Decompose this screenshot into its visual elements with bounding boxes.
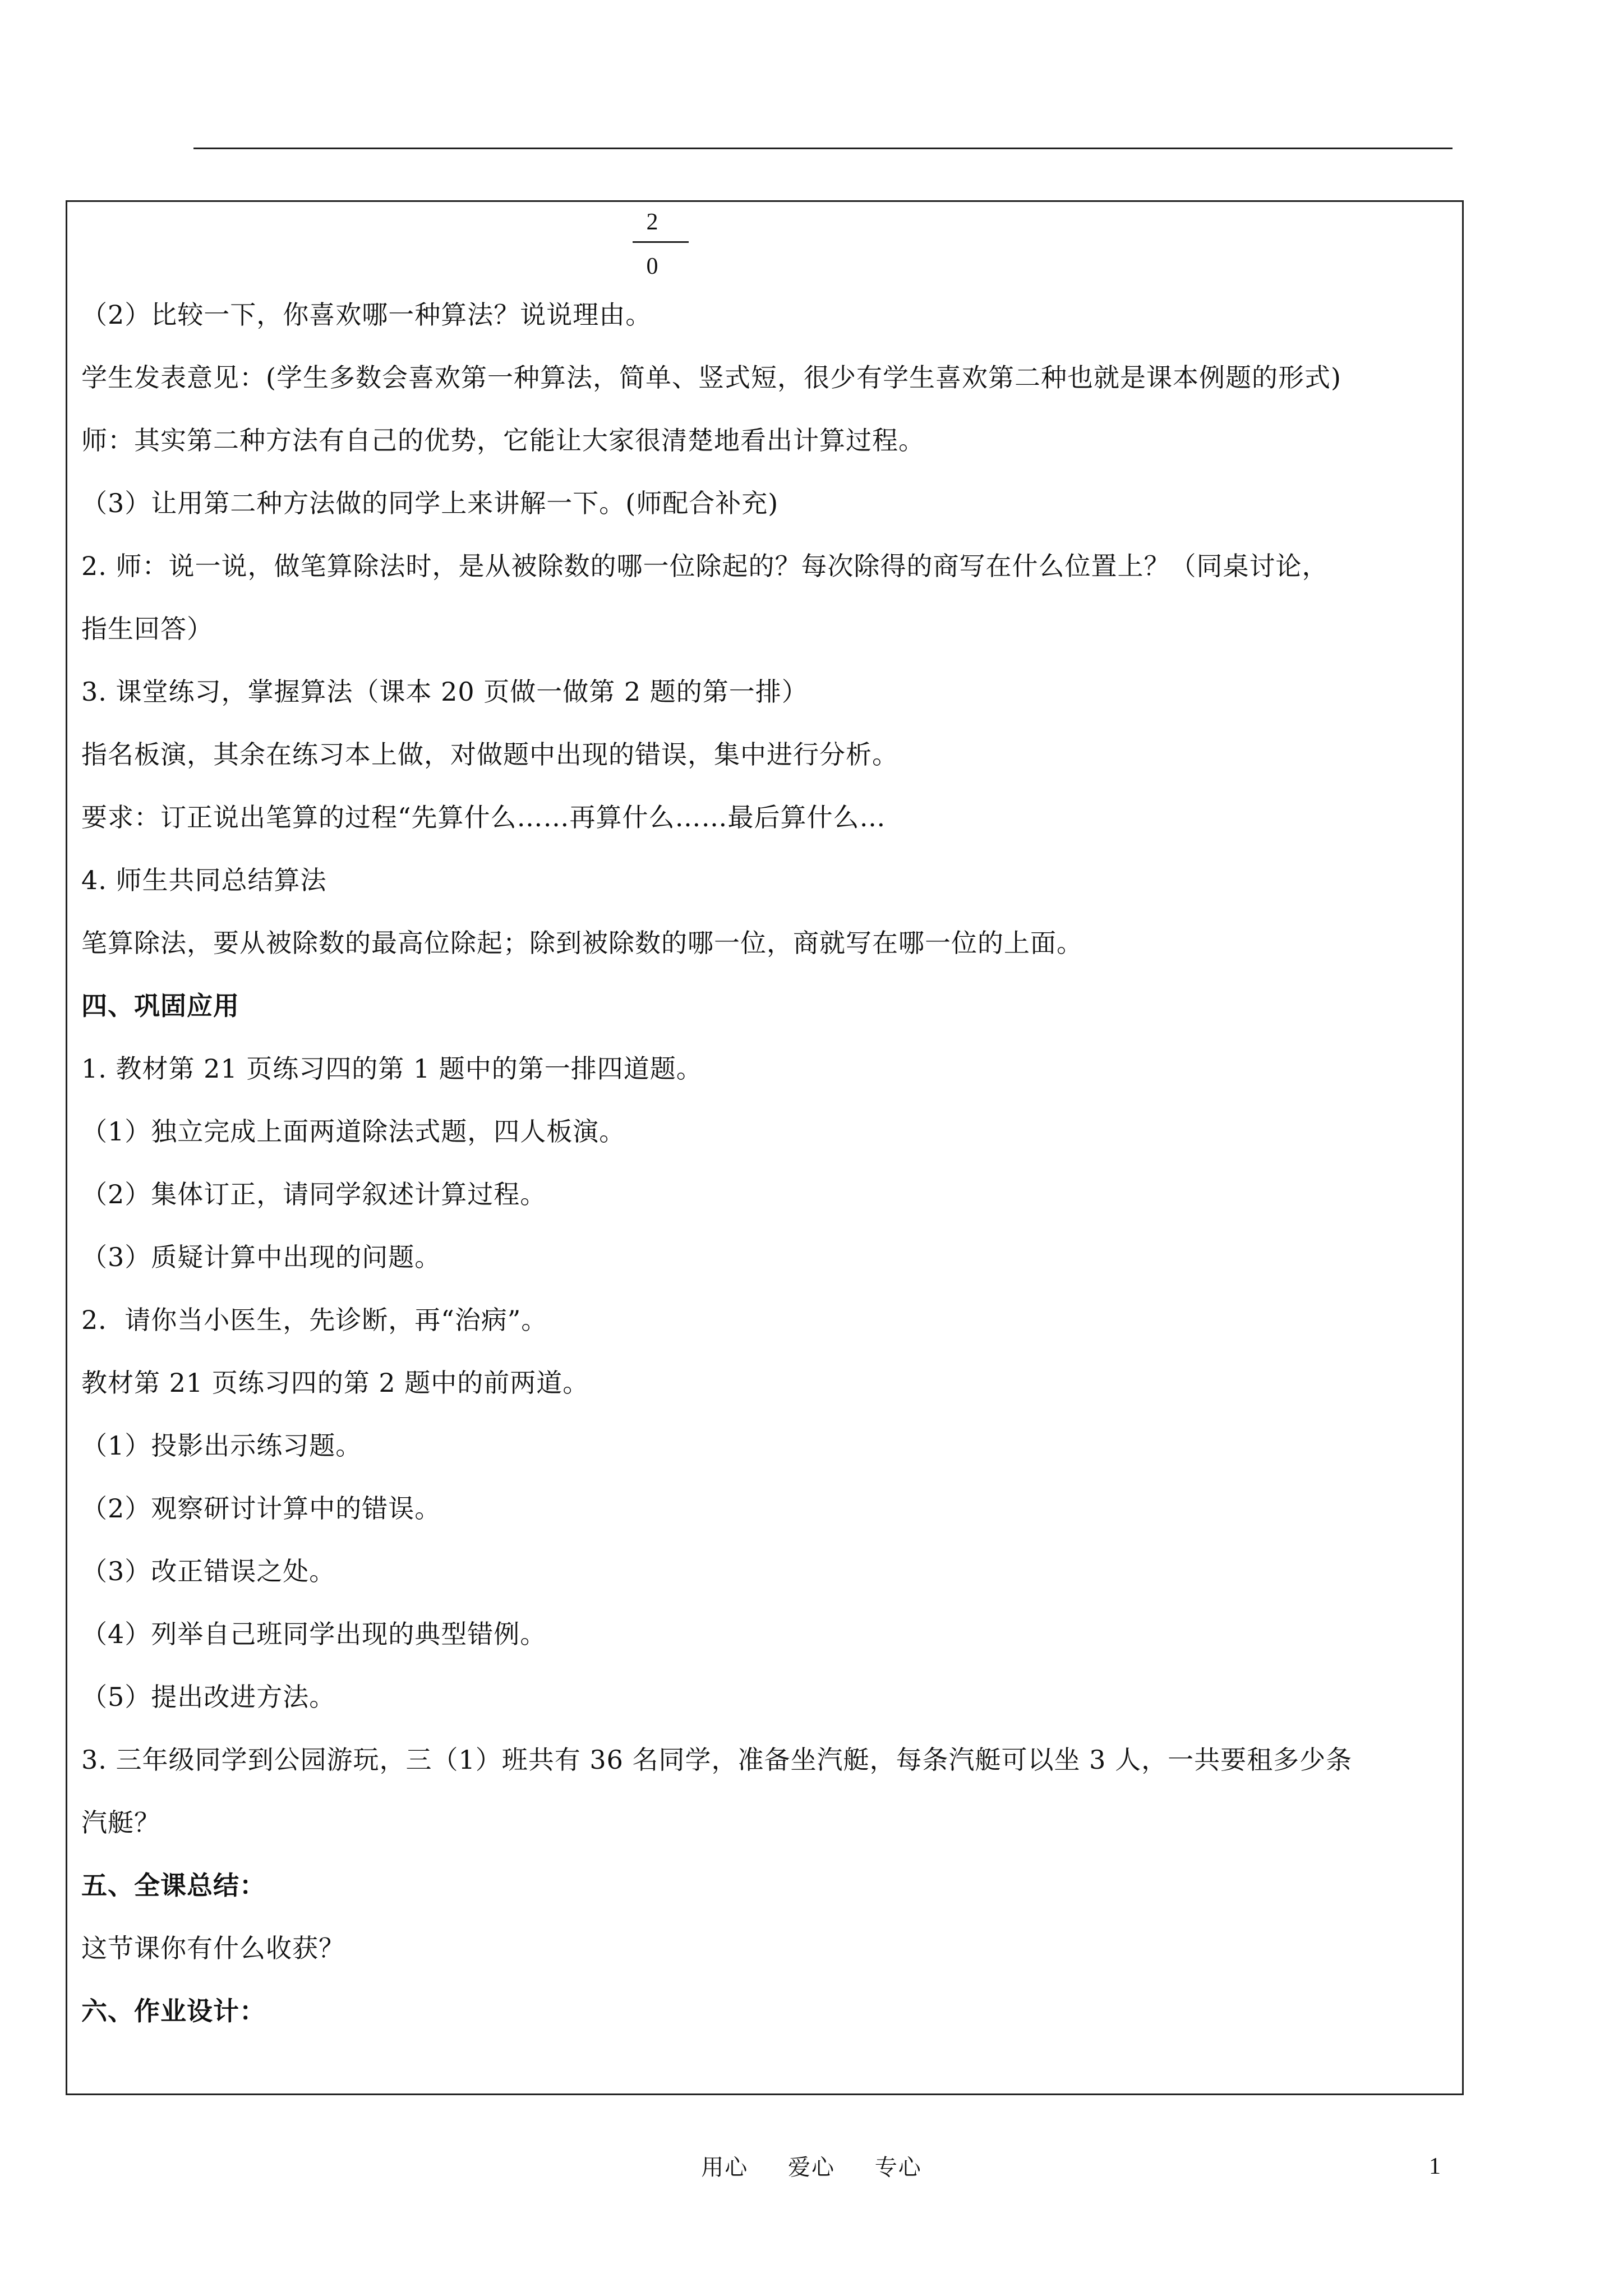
footer-word: 专心 xyxy=(874,2155,922,2180)
text-line: 3. 三年级同学到公园游玩，三（1）班共有 36 名同学，准备坐汽艇，每条汽艇可以坐 3 人，一共要租多少条 xyxy=(81,1745,1353,1775)
text-line: 3. 课堂练习，掌握算法（课本 20 页做一做第 2 题的第一排） xyxy=(81,677,808,707)
text-line: （4）列举自己班同学出现的典型错例。 xyxy=(81,1619,547,1649)
text-line: （2）集体订正，请同学叙述计算过程。 xyxy=(81,1179,547,1209)
footer-motto xyxy=(0,2153,1623,2182)
text-line: （1）独立完成上面两道除法式题，四人板演。 xyxy=(81,1116,626,1147)
text-line: 2. 师：说一说，做笔算除法时，是从被除数的哪一位除起的？每次除得的商写在什么位置上？（同桌讨论， xyxy=(81,551,1329,581)
text-line: （3）质疑计算中出现的问题。 xyxy=(81,1242,441,1272)
text-line: 要求：订正说出笔算的过程“先算什么……再算什么……最后算什么… xyxy=(81,802,886,832)
text-line: 2．请你当小医生，先诊断，再“治病”。 xyxy=(81,1305,548,1335)
section-heading: 六、作业设计： xyxy=(81,1996,266,2026)
text-line: （2）比较一下，你喜欢哪一种算法？说说理由。 xyxy=(81,300,652,330)
text-line: 4. 师生共同总结算法 xyxy=(81,865,327,895)
text-line: 师：其实第二种方法有自己的优势，它能让大家很清楚地看出计算过程。 xyxy=(81,425,925,455)
footer-word: 爱心 xyxy=(788,2155,835,2180)
calc-bottom-digit: 0 xyxy=(646,254,658,279)
footer-word: 用心 xyxy=(701,2155,749,2180)
header-rule xyxy=(193,148,1453,149)
text-line: 学生发表意见：(学生多数会喜欢第一种算法，简单、竖式短，很少有学生喜欢第二种也就是课本例题的形式) xyxy=(81,362,1341,393)
long-division-fragment xyxy=(633,206,689,282)
text-line: 指名板演，其余在练习本上做，对做题中出现的错误，集中进行分析。 xyxy=(81,739,898,770)
calc-division-line xyxy=(633,241,689,243)
text-line: 笔算除法，要从被除数的最高位除起；除到被除数的哪一位，商就写在哪一位的上面。 xyxy=(81,928,1083,958)
lesson-text xyxy=(81,298,1450,2058)
calc-top-digit: 2 xyxy=(646,209,658,235)
text-line: 指生回答） xyxy=(81,614,213,644)
page-number: 1 xyxy=(1429,2154,1441,2179)
text-line: 这节课你有什么收获？ xyxy=(81,1933,345,1963)
text-line: （3）让用第二种方法做的同学上来讲解一下。(师配合补充) xyxy=(81,488,779,518)
text-line: （5）提出改进方法。 xyxy=(81,1682,336,1712)
section-heading: 四、巩固应用 xyxy=(81,991,239,1021)
text-line: 1. 教材第 21 页练习四的第 1 题中的第一排四道题。 xyxy=(81,1053,703,1084)
text-line: 汽艇？ xyxy=(81,1807,160,1838)
text-line: （1）投影出示练习题。 xyxy=(81,1430,362,1461)
section-heading: 五、全课总结： xyxy=(81,1870,266,1901)
text-line: 教材第 21 页练习四的第 2 题中的前两道。 xyxy=(81,1368,589,1398)
text-line: （3）改正错误之处。 xyxy=(81,1556,336,1586)
text-line: （2）观察研讨计算中的错误。 xyxy=(81,1493,441,1524)
